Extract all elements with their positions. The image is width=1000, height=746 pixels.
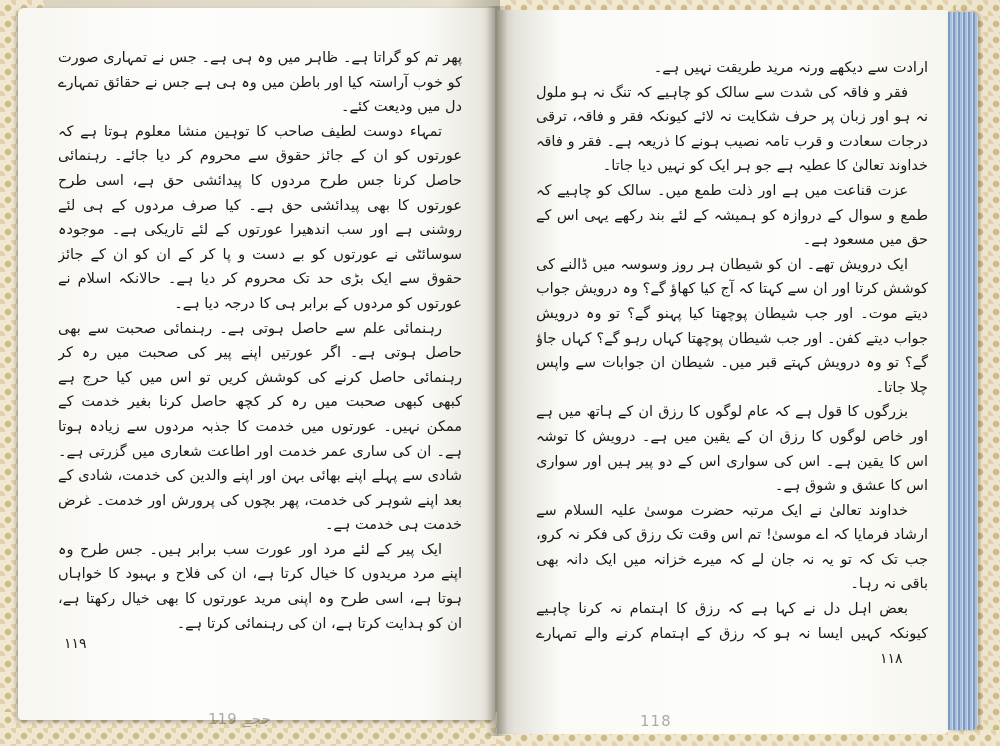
right-paragraph-2: فقر و فاقہ کی شدت سے سالک کو چاہیے کہ تنگ نہ ہو ملول نہ ہو اور زبان پر حرف شکایت نہ لائے کیونکہ فقر و فاقہ، ترقی درجات سعادت و قرب تامہ نصیب ہونے کا ذریعہ ہے۔ فقر و فاقہ خداوند تعالیٰ کا عطیہ ہے جو ہر ایک کو نہیں دیا جاتا۔: [536, 84, 928, 175]
book-spine: [486, 6, 508, 736]
right-paragraph-5: بزرگوں کا قول ہے کہ عام لوگوں کا رزق ان کے ہاتھ میں ہے اور خاص لوگوں کا رزق ان کے یقین میں ہے۔ درویش کا توشہ اس کا یقین ہے۔ اس کی سواری اس کے دو پیر ہیں اور سواری اس کا عشق و شوق ہے۔: [536, 404, 928, 495]
left-paragraph-4: ایک پیر کے لئے مرد اور عورت سب برابر ہیں۔ جس طرح وہ اپنے مرد مریدوں کا خیال کرتا ہے، ان کی فلاح و بہبود کا خواہاں ہوتا ہے، اسی طرح وہ اپنی مرید عورتوں کا بھی خیال رکھتا ہے، ان کو ہدایت کرتا ہے، ان کی رہنمائی کرتا ہے۔: [58, 541, 462, 632]
left-paragraph-2: تمہاء دوست لطیف صاحب کا توہین منشا معلوم ہوتا ہے کہ عورتوں کو ان کے جائز حقوق سے محروم کر دیا جائے۔ رہنمائی حاصل کرنا جس طرح مردوں کا پیدائشی حق ہے، اسی طرح عورتوں کا بھی پیدائشی حق ہے۔ کیا صرف مردوں کے ہی لئے روشنی ہے اور سب اندھیرا عورتوں کے لئے تاریکی ہے۔ موجودہ سوسائٹی نے عورتوں کو بے دست و پا کر کے ان کو ان کے جائز حقوق سے ایک بڑی حد تک محروم کر دیا ہے۔ حالانکہ اسلام نے عورتوں کو مردوں کے برابر ہی کا درجہ دیا ہے۔: [58, 123, 462, 312]
page-stack-edge: [948, 12, 978, 730]
right-page-number: ١١٨: [880, 651, 903, 667]
left-paragraph-1: پھر تم کو گراتا ہے۔ ظاہر میں وہ ہی ہے۔ جس نے تمہاری صورت کو خوب آراستہ کیا اور باطن میں وہ ہی ہے جس نے حقائق تمہارے دل میں ودیعت کئے۔: [58, 50, 462, 116]
left-page-number: ١١٩: [64, 636, 87, 652]
right-page-stamp: 118: [640, 712, 672, 730]
left-page-stamp: 119 ﺟﺠﮯ: [208, 710, 271, 728]
right-paragraph-1: ارادت سے دیکھے ورنہ مرید طریقت نہیں ہے۔: [653, 60, 928, 76]
left-paragraph-3: رہنمائی علم سے حاصل ہوتی ہے۔ رہنمائی صحبت سے بھی حاصل ہوتی ہے۔ اگر عورتیں اپنے پیر کی صحبت میں رہ کر رہنمائی حاصل کرنے کی کوشش کریں تو اس میں کیا حرج ہے کبھی کبھی صحبت میں رہ کر کچھ حاصل کرنا بغیر خدمت کے ممکن نہیں۔ عورتوں میں خدمت کا جذبہ مردوں سے زیادہ ہوتا ہے۔ ان کی ساری عمر خدمت اور اطاعت شعاری میں گزرتی ہے۔ شادی سے پہلے اپنے بھائی بہن اور اپنے والدین کی خدمت، شادی کے بعد اپنے شوہر کی خدمت، پھر بچوں کی پرورش اور خدمت۔ غرض خدمت ہی خدمت ہے۔: [58, 320, 462, 534]
right-paragraph-6: خداوند تعالیٰ نے ایک مرتبہ حضرت موسیٰ علیہ السلام سے ارشاد فرمایا کہ اے موسیٰ! تم اس وقت تک رزق کی فکر نہ کرو، جب تک کہ تو یہ نہ جان لے کہ میرے خزانہ میں ایک دانہ بھی باقی نہ رہا۔: [536, 502, 928, 593]
right-paragraph-3: عزت قناعت میں ہے اور ذلت طمع میں۔ سالک کو چاہیے کہ طمع و سوال کے دروازہ کو ہمیشہ کے لئے بند رکھے یہی اس کے حق میں مسعود ہے۔: [536, 182, 928, 249]
right-page-text: [536, 56, 928, 646]
right-paragraph-7: بعض اہل دل نے کہا ہے کہ رزق کا اہتمام نہ کرنا چاہیے کیونکہ کہیں ایسا نہ ہو کہ رزق کے اہتمام کرنے والے تمہارے: [536, 601, 928, 642]
left-page-text: [58, 46, 462, 636]
right-paragraph-4: ایک درویش تھے۔ ان کو شیطان ہر روز وسوسہ میں ڈالنے کی کوشش کرتا اور ان سے کہتا کہ آج کیا کھاؤ گے؟ وہ درویش جواب دیتے موت۔ اور جب شیطان پوچھتا کیا پہنو گے؟ تو وہ درویش جواب دیتے کفن۔ اور جب شیطان پوچھتا کہاں رہو گے؟ کہاں جاؤ گے؟ تو وہ درویش کہتے قبر میں۔ شیطان ان جوابات سے واپس چلا جاتا۔: [536, 256, 928, 396]
